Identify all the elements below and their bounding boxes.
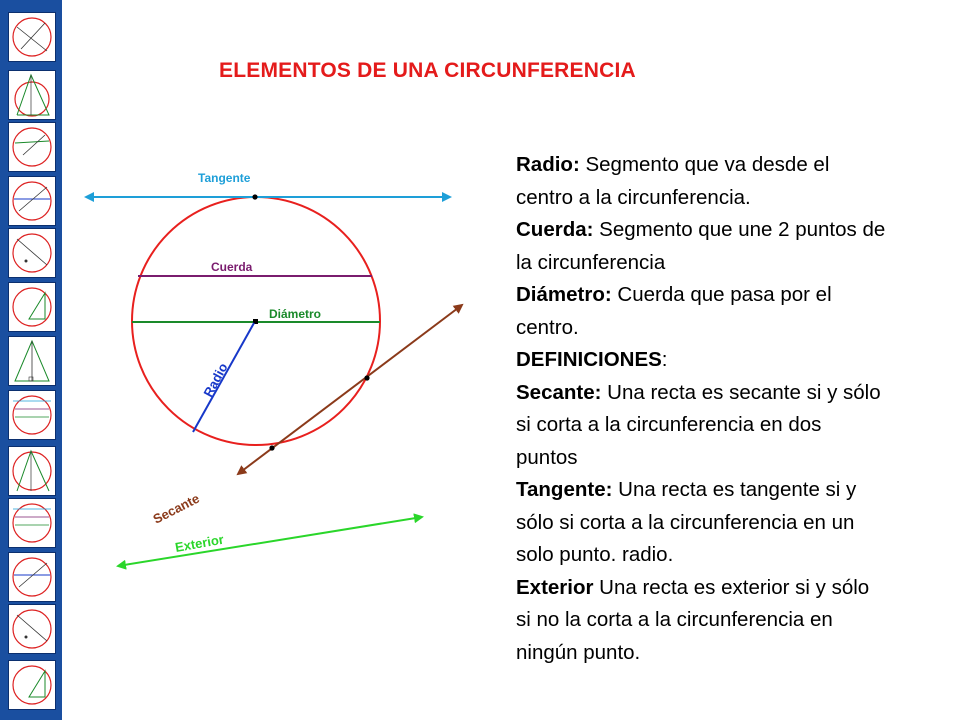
thumbnail-circle-icon <box>9 447 55 495</box>
definiciones-heading <box>516 344 956 377</box>
thumbnail-11[interactable] <box>8 552 56 602</box>
secante-label: Secante <box>150 490 202 527</box>
thumbnail-circle-icon <box>9 605 55 653</box>
thumbnail-circle-icon <box>9 283 55 331</box>
diametro-definition-line-1 <box>516 279 956 312</box>
cuerda-definition-line-2: la circunferencia <box>516 250 666 274</box>
tangente-definition-line-1 <box>516 474 956 507</box>
secante-term: Secante: <box>516 380 602 404</box>
slide-thumbnail-strip <box>0 0 62 720</box>
secante-definition-text: Una recta es secante si y sólo <box>601 380 881 404</box>
definitions-text <box>516 149 956 669</box>
tangente-definition-text: Una recta es tangente si y <box>612 478 857 501</box>
thumbnail-6[interactable] <box>8 282 56 332</box>
radio-definition-line-2: centro a la circunferencia. <box>516 185 751 209</box>
diametro-definition-text: Cuerda que pasa por el <box>611 283 832 306</box>
exterior-definition-line-3: ningún punto. <box>516 640 641 664</box>
thumbnail-circle-icon <box>9 553 55 601</box>
tangent-point <box>252 194 257 199</box>
exterior-definition-line-1 <box>516 572 956 605</box>
thumbnail-triangle-icon <box>9 71 55 119</box>
tangente-definition-line-2: sólo si corta a la circunferencia en un <box>516 510 855 534</box>
thumbnail-circle-icon <box>9 661 55 709</box>
cuerda-definition-line-1 <box>516 214 956 247</box>
exterior-label: Exterior <box>173 531 225 555</box>
secante-definition-line-1 <box>516 377 956 410</box>
radio-label: Radio <box>200 360 231 400</box>
thumbnail-10[interactable] <box>8 498 56 548</box>
secante-definition-line-3: puntos <box>516 445 578 469</box>
thumbnail-5[interactable] <box>8 228 56 278</box>
thumbnail-4[interactable] <box>8 176 56 226</box>
thumbnail-triangle-icon <box>9 337 55 385</box>
thumbnail-circle-icon <box>9 177 55 225</box>
page-title: ELEMENTOS DE UNA CIRCUNFERENCIA <box>219 59 636 82</box>
tangente-term: Tangente: <box>516 478 613 501</box>
definiciones-term: DEFINICIONES <box>516 348 662 371</box>
thumbnail-circle-icon <box>9 499 55 547</box>
tangente-label: Tangente <box>198 171 251 185</box>
thumbnail-8[interactable] <box>8 390 56 440</box>
exterior-term: Exterior <box>516 575 594 599</box>
thumbnail-9[interactable] <box>8 446 56 496</box>
diametro-term: Diámetro: <box>516 283 612 306</box>
thumbnail-1[interactable] <box>8 12 56 62</box>
thumbnail-circle-icon <box>9 229 55 277</box>
secante-definition-line-2: si corta a la circunferencia en dos <box>516 413 822 436</box>
tangente-definition-line-3: solo punto. radio. <box>516 543 674 566</box>
exterior-line <box>118 517 422 566</box>
radio-definition-text: Segmento que va desde el <box>579 153 830 176</box>
exterior-definition-line-2: si no la corta a la circunferencia en <box>516 608 833 631</box>
definiciones-colon: : <box>661 348 668 371</box>
exterior-definition-text: Una recta es exterior si y sólo <box>593 575 870 599</box>
diametro-definition-line-2: centro. <box>516 315 579 339</box>
radio-term: Radio: <box>516 153 580 176</box>
thumbnail-12[interactable] <box>8 604 56 654</box>
diametro-label: Diámetro <box>269 307 322 321</box>
thumbnail-7[interactable] <box>8 336 56 386</box>
thumbnail-circle-icon <box>9 123 55 171</box>
cuerda-label: Cuerda <box>211 260 253 274</box>
thumbnail-13[interactable] <box>8 660 56 710</box>
thumbnail-2[interactable] <box>8 70 56 120</box>
cuerda-term: Cuerda: <box>516 218 594 241</box>
thumbnail-circle-icon <box>9 391 55 439</box>
thumbnail-3[interactable] <box>8 122 56 172</box>
radio-definition-line-1 <box>516 149 956 182</box>
secant-intersection-point <box>364 375 369 380</box>
cuerda-definition-text: Segmento que une 2 puntos de <box>593 218 886 241</box>
thumbnail-circle-icon <box>9 13 55 61</box>
circle-elements-diagram <box>70 150 470 580</box>
secant-intersection-point <box>269 445 274 450</box>
